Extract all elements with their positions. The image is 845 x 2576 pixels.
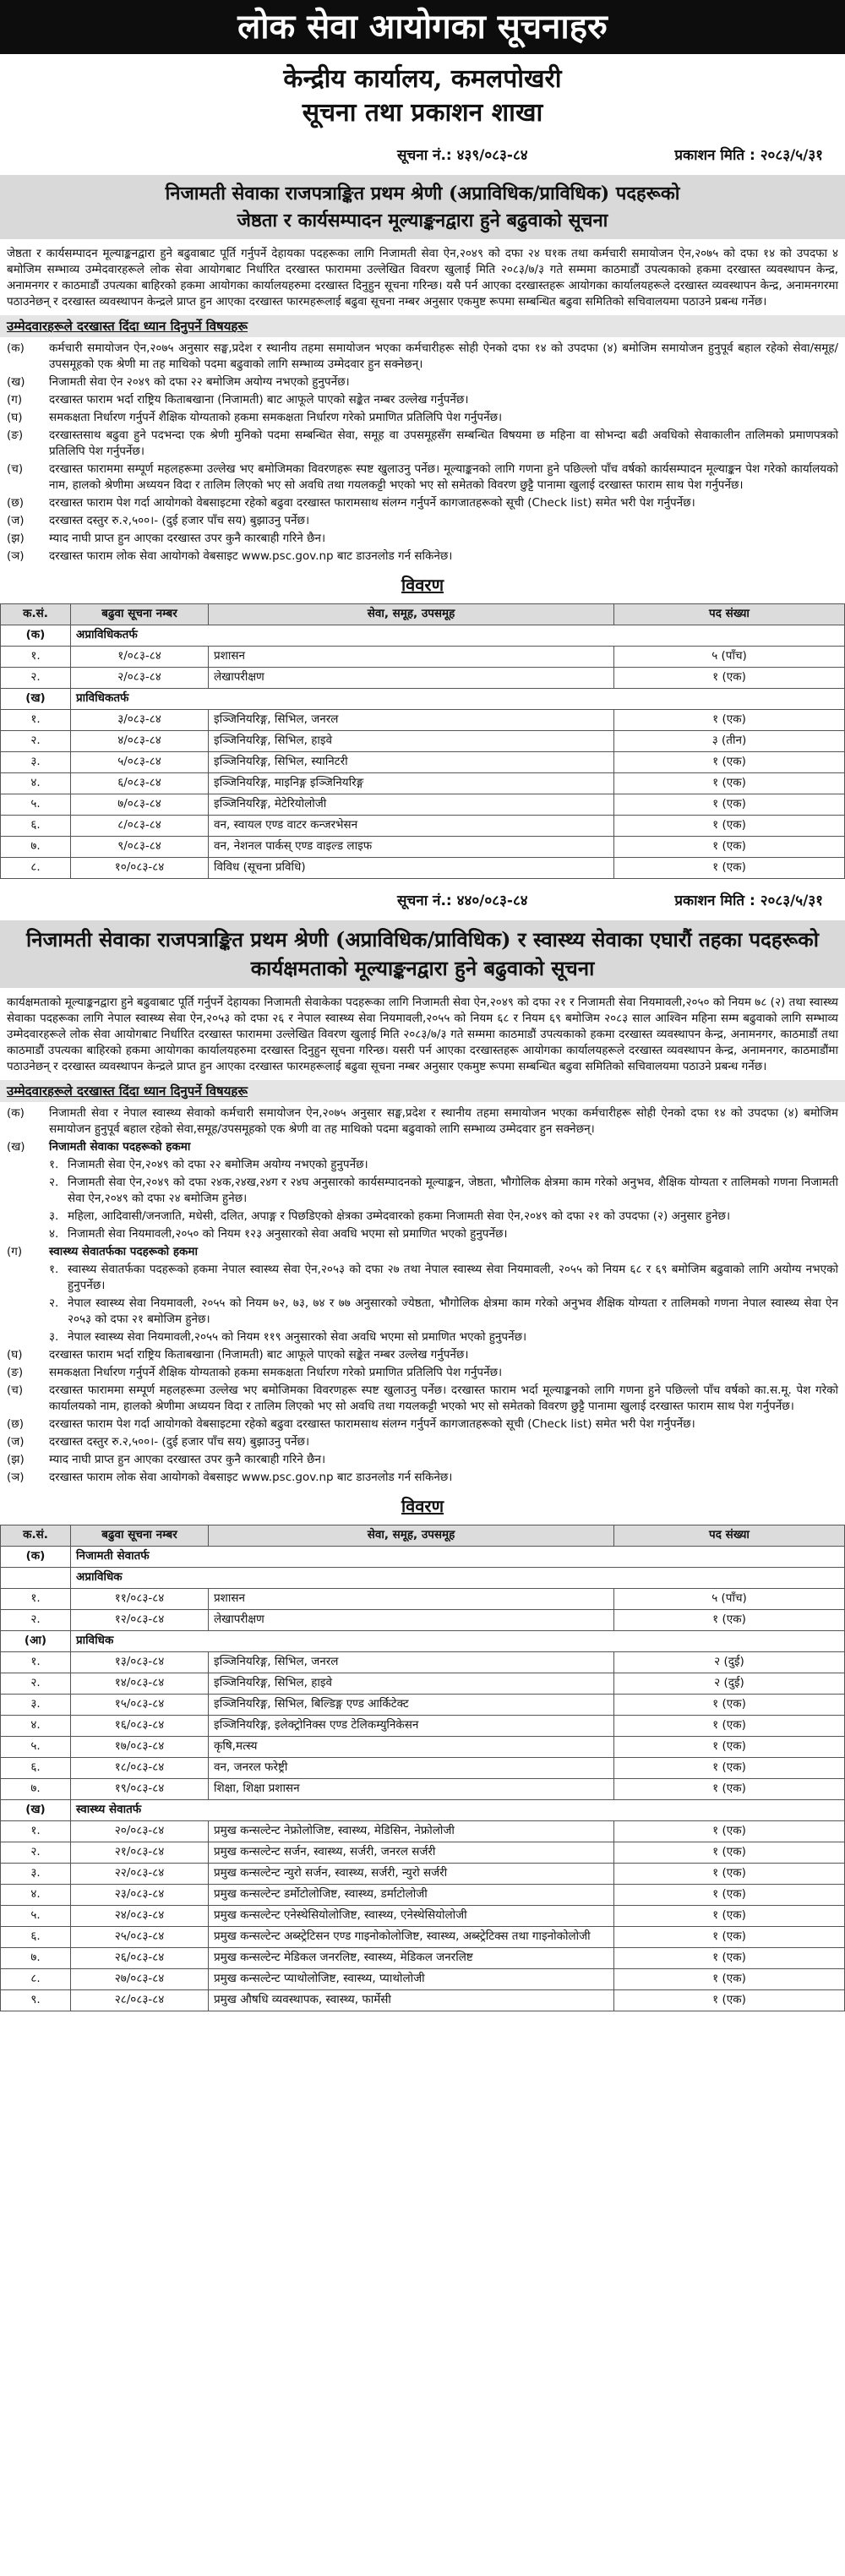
table-row [1, 815, 845, 836]
sub-rule-item [0, 1157, 845, 1173]
rule-item [0, 1139, 845, 1155]
rule-marker: (झ) [7, 1453, 25, 1467]
rule-item [0, 1347, 845, 1363]
rule-marker: (घ) [7, 1348, 23, 1362]
rules-heading: उम्मेदवारहरूले दरखास्त दिंदा ध्यान दिनुपर्ने विषयहरू [0, 315, 845, 337]
group-marker [1, 1567, 71, 1588]
rule-item [0, 1416, 845, 1433]
notice-intro: कार्यक्षमताको मूल्याङ्कनद्वारा हुने बढुवाबाट पूर्ति गर्नुपर्ने देहायका निजामती सेवाकेका पदहरूका लागि निजामती सेवा ऐन,२०४९ को दफा २१ र निजामती सेवा नियमावली,२०५० को नियम ७८ (२) तथा स्वास्थ्य सेवाका पदहरूका लागि नेपाल स्वास्थ्य सेवा ऐन,२०५३ को दफा २६ र नेपाल स्वास्थ्य सेवा नियमावली,२०५५ को नियम ६८ र नियम ६९ बमोजिम २०८३ साल आश्विन महिना सम्म बढुवाको लागि सम्भाव्य उम्मेदवारहरूले लोक सेवा आयोगबाट निर्धारित दरखास्त फाराममा उल्लेखित विवरण खुलाई मिति २०८३/७/३ गते सम्ममा काठमाडौं उपत्यकाको हकमा दरखास्त व्यवस्थापन केन्द्र, अनामनगर, काठमाडौं तथा काठमाडौं उपत्यका बाहिरको हकमा आयोगका कार्यालयहरुमा दरखास्त दिनुहुन सूचना गरिन्छ। यसरी पर्न आएका दरखास्तहरू आयोगका कार्यालयहरूले दरखास्त व्यवस्थापन केन्द्र, अनामनगर, काठमाडौंमा पठाउनेछन् र दरखास्त व्यवस्थापन केन्द्रले प्राप्त हुन आएका दरखास्त फारमहरूलाई बढुवा सूचना नम्बर अनुसार एकमुष्ट रूपमा सम्बन्धित बढुवा समितिको सचिवालयमा पठाउने प्रबन्ध गर्नेछ। [7, 996, 838, 1074]
column-header: पद संख्या [614, 603, 845, 625]
rule-text: दरखास्त फाराममा सम्पूर्ण महलहरूमा उल्लेख भए बमोजिमका विवरणहरू स्पष्ट खुलाउनु पर्नेछ। दरखास्त फाराम भर्दा मूल्याङ्कनको लागि गणना हुने पछिल्लो पाँच वर्षको का.स.मू. पेश गरेको कार्यालयको नाम, हालको श्रेणीमा अध्ययन विदा र तालिम लिएको भए सो अवधि तथा गयलकट्टी भएको भए सो समेतको विवरण छुट्टै पानामा खुलाई दरखास्त फाराम साथ पेश गर्नुपर्नेछ। [49, 1384, 838, 1414]
office-header [0, 63, 845, 130]
rule-text: स्वास्थ्य सेवातर्फका पदहरूको हकमा नेपाल स्वास्थ्य सेवा ऐन,२०५३ को दफा २७ तथा नेपाल स्वास्थ्य सेवा नियमावली, २०५५ को नियम ६८ र ६९ बमोजिम बढुवाको लागि अयोग्य नभएको हुनुपर्नेछ। [68, 1263, 838, 1293]
notice-code-cell: १/०८३-८४ [71, 646, 209, 667]
serial-cell: ५. [1, 794, 71, 815]
serial-cell: १. [1, 1820, 71, 1842]
quantity-cell: १ (एक) [614, 667, 845, 688]
quantity-cell: १ (एक) [614, 1968, 845, 1989]
banner-title: लोक सेवा आयोगका सूचनाहरु [237, 7, 608, 46]
notice-heading-line-2: कार्यक्षमताको मूल्याङ्कनद्वारा हुने बढुवाको सूचना [250, 956, 595, 981]
post-cell: इञ्जिनियरिङ्ग, सिभिल, हाइवे [209, 1673, 614, 1694]
quantity-cell: १ (एक) [614, 815, 845, 836]
rule-text: समकक्षता निर्धारण गर्नुपर्ने शैक्षिक योग्यताको हकमा समकक्षता निर्धारण गरेको प्रमाणित प्रतिलिपि पेश गर्नुपर्नेछ। [49, 1366, 503, 1380]
notice-heading [0, 920, 845, 988]
post-cell: इञ्जिनियरिङ्ग, इलेक्ट्रोनिक्स एण्ड टेलिकम्युनिकेसन [209, 1715, 614, 1736]
group-marker: (ख) [1, 1799, 71, 1820]
rule-marker: (ग) [7, 393, 23, 407]
quantity-cell: १ (एक) [614, 709, 845, 730]
group-label: प्राविधिकतर्फ [71, 688, 845, 709]
rule-marker: (ञ) [7, 1471, 25, 1485]
rule-marker: (झ) [7, 532, 25, 546]
post-cell: प्रशासन [209, 1588, 614, 1609]
rule-item [0, 1365, 845, 1381]
column-header: बढुवा सूचना नम्बर [71, 1525, 209, 1546]
serial-cell: ४. [1, 1715, 71, 1736]
quantity-cell: १ (एक) [614, 836, 845, 857]
rule-text: म्याद नाघी प्राप्त हुन आएका दरखास्त उपर कुनै कारबाही गरिने छैन। [49, 1453, 326, 1467]
serial-cell: ३. [1, 1863, 71, 1884]
post-cell: कृषि,मत्स्य [209, 1736, 614, 1757]
serial-cell: ७. [1, 836, 71, 857]
notice-code-cell: १६/०८३-८४ [71, 1715, 209, 1736]
table-header [1, 603, 845, 625]
details-heading: विवरण [401, 1496, 444, 1517]
notice-code-cell: २७/०८३-८४ [71, 1968, 209, 1989]
serial-cell: २. [1, 730, 71, 751]
rule-item [0, 495, 845, 511]
post-cell: प्रमुख कन्सल्टेन्ट डर्मोटोलोजिष्ट, स्वास्थ्य, डर्माटोलोजी [209, 1884, 614, 1905]
rule-item [0, 1470, 845, 1486]
notice-code-cell: २८/०८३-८४ [71, 1989, 209, 2011]
post-cell: विविध (सूचना प्रविधि) [209, 857, 614, 878]
quantity-cell: १ (एक) [614, 1926, 845, 1947]
rule-text: निजामती सेवा ऐन २०४९ को दफा २२ बमोजिम अयोग्य नभएको हुनुपर्नेछ। [49, 375, 350, 390]
notice-code-cell: २२/०८३-८४ [71, 1863, 209, 1884]
table-row [1, 751, 845, 772]
quantity-cell: २ (दुई) [614, 1651, 845, 1673]
sub-rule-item [0, 1262, 845, 1294]
posts-table [0, 603, 845, 879]
rules-heading: उम्मेदवारहरूले दरखास्त दिंदा ध्यान दिनुपर्ने विषयहरू [0, 1080, 845, 1102]
quantity-cell: १ (एक) [614, 1884, 845, 1905]
sub-rules-civil [0, 1157, 845, 1242]
table-row [1, 836, 845, 857]
notice-code-cell: ७/०८३-८४ [71, 794, 209, 815]
notice-code-cell: २१/०८३-८४ [71, 1842, 209, 1863]
notice-code-cell: ६/०८३-८४ [71, 772, 209, 794]
rule-text: निजामती सेवा र नेपाल स्वास्थ्य सेवाको कर्मचारी समायोजन ऐन,२०७५ अनुसार सङ्घ,प्रदेश र स्थानीय तहमा समायोजन भएका कर्मचारीहरू सोही ऐनको दफा १४ को उपदफा (४) बमोजिम समायोजन हुनुपूर्व बहाल रहेको सेवा,समूह/उपसमूहको एक श्रेणी वा तह माथिको पदमा बढुवाको लागि सम्भाव्य उम्मेदवार हुन सक्नेछन्। [49, 1106, 838, 1137]
serial-cell: ३. [1, 751, 71, 772]
rule-marker: (ख) [7, 1140, 25, 1154]
table-row [1, 1905, 845, 1926]
serial-cell: १. [1, 1588, 71, 1609]
quantity-cell: १ (एक) [614, 1778, 845, 1799]
quantity-cell: १ (एक) [614, 1820, 845, 1842]
rule-marker: (ञ) [7, 549, 25, 564]
serial-cell: २. [1, 667, 71, 688]
serial-cell: ३. [1, 1694, 71, 1715]
post-cell: इञ्जिनियरिङ्ग, सिभिल, स्यानिटरी [209, 751, 614, 772]
banner [0, 0, 845, 54]
rules-list [0, 1347, 845, 1486]
table-row [1, 1989, 845, 2011]
rule-marker: (घ) [7, 411, 23, 425]
post-cell: वन, जनरल फरेष्ट्री [209, 1757, 614, 1778]
serial-cell: २. [1, 1842, 71, 1863]
notice-code-cell: ९/०८३-८४ [71, 836, 209, 857]
post-cell: प्रमुख कन्सल्टेन्ट न्युरो सर्जन, स्वास्थ्य, सर्जरी, न्युरो सर्जरी [209, 1863, 614, 1884]
post-cell: इञ्जिनियरिङ्ग, सिभिल, जनरल [209, 709, 614, 730]
group-marker: (क) [1, 625, 71, 646]
quantity-cell: २ (दुई) [614, 1673, 845, 1694]
rule-text: म्याद नाघी प्राप्त हुन आएका दरखास्त उपर कुनै कारबाही गरिने छैन। [49, 532, 326, 546]
group-row [1, 688, 845, 709]
quantity-cell: १ (एक) [614, 1694, 845, 1715]
post-cell: शिक्षा, शिक्षा प्रशासन [209, 1778, 614, 1799]
group-marker: (ख) [1, 688, 71, 709]
serial-cell: ७. [1, 1947, 71, 1968]
notice-code-cell: १३/०८३-८४ [71, 1651, 209, 1673]
rule-marker: (क) [7, 341, 25, 356]
publish-date: प्रकाशन मिति : २०८३/५/३१ [674, 147, 823, 164]
rule-marker: ३. [49, 1330, 59, 1345]
table-row [1, 1694, 845, 1715]
quantity-cell: १ (एक) [614, 857, 845, 878]
table-row [1, 1968, 845, 1989]
rule-text: दरखास्त फाराम लोक सेवा आयोगको वेबसाइट www.psc.gov.np बाट डाउनलोड गर्न सकिनेछ। [49, 549, 453, 564]
rule-item [0, 548, 845, 565]
table-row [1, 1820, 845, 1842]
group-row [1, 1630, 845, 1651]
table-row [1, 1757, 845, 1778]
notice-code-cell: २५/०८३-८४ [71, 1926, 209, 1947]
column-header: सेवा, समूह, उपसमूह [209, 1525, 614, 1546]
table-row [1, 1673, 845, 1694]
rule-marker: (ख) [7, 375, 25, 390]
group-label: प्राविधिक [71, 1630, 845, 1651]
table-row [1, 1736, 845, 1757]
table-row [1, 646, 845, 667]
publish-date: प्रकाशन मिति : २०८३/५/३१ [674, 892, 823, 909]
notice-code-cell: १५/०८३-८४ [71, 1694, 209, 1715]
rule-marker: (क) [7, 1106, 25, 1121]
rule-text: निजामती सेवा ऐन,२०४९ को दफा २२ बमोजिम अयोग्य नभएको हुनुपर्नेछ। [68, 1158, 368, 1172]
rule-text: निजामती सेवाका पदहरूको हकमा [49, 1140, 191, 1154]
post-cell: प्रमुख औषधि व्यवस्थापक, स्वास्थ्य, फार्मेसी [209, 1989, 614, 2011]
quantity-cell: ५ (पाँच) [614, 646, 845, 667]
rule-text: नेपाल स्वास्थ्य सेवा नियमावली, २०५५ को नियम ७२, ७३, ७४ र ७७ अनुसारको ज्येष्ठता, भौगोलिक क्षेत्रमा काम गरेको अनुभव शैक्षिक योग्यता र तालिमको गणना नेपाल स्वास्थ्य सेवा ऐन २०५३ को दफा २१ बमोजिम हुनेछ। [68, 1296, 838, 1327]
rule-item [0, 1105, 845, 1138]
notice-code-cell: ४/०८३-८४ [71, 730, 209, 751]
table-row [1, 1884, 845, 1905]
quantity-cell: १ (एक) [614, 1989, 845, 2011]
rule-text: दरखास्त फाराम भर्दा राष्ट्रिय किताबखाना (निजामती) बाट आफूले पाएको सङ्केत नम्बर उल्लेख गर्नुपर्नेछ। [49, 1348, 469, 1362]
quantity-cell: ५ (पाँच) [614, 1588, 845, 1609]
column-header: सेवा, समूह, उपसमूह [209, 603, 614, 625]
rule-item [0, 1383, 845, 1415]
rule-item [0, 392, 845, 408]
table-row [1, 857, 845, 878]
notice-code-cell: ५/०८३-८४ [71, 751, 209, 772]
serial-cell: ४. [1, 1884, 71, 1905]
table-body [1, 1546, 845, 2011]
notice-code-cell: २३/०८३-८४ [71, 1884, 209, 1905]
notice-2 [0, 891, 845, 2011]
quantity-cell: १ (एक) [614, 794, 845, 815]
column-header: क.सं. [1, 603, 71, 625]
column-header: बढुवा सूचना नम्बर [71, 603, 209, 625]
notice-number: सूचना नं.: ४४०/०८३-८४ [397, 892, 528, 909]
post-cell: इञ्जिनियरिङ्ग, सिभिल, बिल्डिङ्ग एण्ड आर्किटेक्ट [209, 1694, 614, 1715]
notice-code-cell: १७/०८३-८४ [71, 1736, 209, 1757]
post-cell: इञ्जिनियरिङ्ग, मेटेरियोलोजी [209, 794, 614, 815]
post-cell: प्रमुख कन्सल्टेन्ट अब्स्ट्रेटिसन एण्ड गाइनोकोलोजिष्ट, स्वास्थ्य, अब्स्ट्रेटिक्स तथा गाइनोकोलोजी [209, 1926, 614, 1947]
details-heading: विवरण [401, 575, 444, 596]
table-row [1, 1947, 845, 1968]
serial-cell: १. [1, 1651, 71, 1673]
notice-code-cell: १०/०८३-८४ [71, 857, 209, 878]
rule-text: दरखास्त दस्तुर रु.२,५००।- (दुई हजार पाँच सय) बुझाउनु पर्नेछ। [49, 1435, 310, 1449]
rule-text: दरखास्त दस्तुर रु.२,५००।- (दुई हजार पाँच सय) बुझाउनु पर्नेछ। [49, 514, 310, 528]
table-row [1, 794, 845, 815]
sub-rule-item [0, 1329, 845, 1345]
rule-text: दरखास्त फाराममा सम्पूर्ण महलहरूमा उल्लेख भए बमोजिमका विवरणहरू स्पष्ट खुलाउनु पर्नेछ। मूल्याङ्कनको लागि गणना हुने पछिल्लो पाँच वर्षको कार्यसम्पादन मूल्याङ्कन पेश गरेको कार्यालयको नाम, हालको श्रेणीमा अध्ययन विदा र तालिम लिएको भए सो अवधि तथा गयलकट्टी भएको भए सो समेतको विवरण छुट्टै पानामा खुलाई दरखास्त फाराम साथ पेश गर्नुपर्नेछ। [49, 462, 838, 493]
table-row [1, 1778, 845, 1799]
rule-marker: (ङ) [7, 1366, 24, 1380]
quantity-cell: १ (एक) [614, 772, 845, 794]
serial-cell: ५. [1, 1905, 71, 1926]
serial-cell: ७. [1, 1778, 71, 1799]
table-row [1, 772, 845, 794]
post-cell: लेखापरीक्षण [209, 667, 614, 688]
quantity-cell: १ (एक) [614, 1609, 845, 1630]
rule-text: निजामती सेवा ऐन,२०४९ को दफा २४क,२४ख,२४ग र २४घ अनुसारको कार्यसम्पादनको मूल्याङ्कन, जेष्ठता, भौगोलिक क्षेत्रमा काम गरेको अनुभव, शैक्षिक योग्यता र तालिमको गणना निजामती सेवा ऐन,२०४९ को दफा २४ बमोजिम हुनेछ। [68, 1176, 838, 1206]
serial-cell: ८. [1, 857, 71, 878]
rule-text: महिला, आदिवासी/जनजाति, मधेसी, दलित, अपाङ्ग र पिछडिएको क्षेत्रका उम्मेदवारको हकमा निजामती सेवा ऐन,२०४९ को दफा २१ को उपदफा (२) अनुसार हुनेछ। [68, 1209, 731, 1224]
group-row [1, 1567, 845, 1588]
rule-text: स्वास्थ्य सेवातर्फका पदहरूको हकमा [49, 1245, 198, 1259]
table-header [1, 1525, 845, 1546]
table-row [1, 1842, 845, 1863]
serial-cell: १. [1, 646, 71, 667]
notice-heading-line-1: निजामती सेवाका राजपत्राङ्कित प्रथम श्रेणी (अप्राविधिक/प्राविधिक) पदहरूको [165, 183, 680, 205]
notice-code-cell: १९/०८३-८४ [71, 1778, 209, 1799]
group-label: स्वास्थ्य सेवातर्फ [71, 1799, 845, 1820]
table-row [1, 709, 845, 730]
notice-code-cell: ८/०८३-८४ [71, 815, 209, 836]
column-header: पद संख्या [614, 1525, 845, 1546]
serial-cell: ६. [1, 1926, 71, 1947]
group-row [1, 1546, 845, 1567]
notice-number: सूचना नं.: ४३९/०८३-८४ [397, 147, 528, 164]
rule-text: समकक्षता निर्धारण गर्नुपर्ने शैक्षिक योग्यताको हकमा समकक्षता निर्धारण गरेको प्रमाणित प्रतिलिपि पेश गर्नुपर्नेछ। [49, 411, 503, 425]
post-cell: वन, नेशनल पार्कस् एण्ड वाइल्ड लाइफ [209, 836, 614, 857]
rule-marker: (ग) [7, 1245, 23, 1259]
table-row [1, 667, 845, 688]
rule-marker: (छ) [7, 1417, 24, 1432]
quantity-cell: १ (एक) [614, 1715, 845, 1736]
notice-code-cell: २०/०८३-८४ [71, 1820, 209, 1842]
table-row [1, 730, 845, 751]
group-label: अप्राविधिक [71, 1567, 845, 1588]
rule-marker: (ङ) [7, 428, 24, 443]
posts-table [0, 1525, 845, 2011]
serial-cell: ९. [1, 1989, 71, 2011]
notice-code-cell: ३/०८३-८४ [71, 709, 209, 730]
table-row [1, 1651, 845, 1673]
rule-item [0, 1452, 845, 1468]
rule-item [0, 1244, 845, 1260]
serial-cell: २. [1, 1673, 71, 1694]
quantity-cell: १ (एक) [614, 751, 845, 772]
serial-cell: ६. [1, 1757, 71, 1778]
quantity-cell: १ (एक) [614, 1757, 845, 1778]
table-row [1, 1588, 845, 1609]
quantity-cell: १ (एक) [614, 1947, 845, 1968]
rule-marker: २. [49, 1296, 59, 1311]
rule-marker: (ज) [7, 514, 25, 528]
rule-text: दरखास्त फाराम पेश गर्दा आयोगको वेबसाइटमा रहेको बढुवा दरखास्त फारामसाथ संलग्न गर्नुपर्ने कागजातहरूको सूची (Check list) समेत भरी पेश गर्नुपर्नेछ। [49, 1417, 695, 1432]
branch-line: सूचना तथा प्रकाशन शाखा [302, 98, 543, 128]
notice-code-cell: २६/०८३-८४ [71, 1947, 209, 1968]
rule-marker: (ज) [7, 1435, 25, 1449]
serial-cell: २. [1, 1609, 71, 1630]
rule-text: दरखास्तसाथ बढुवा हुने पदभन्दा एक श्रेणी मुनिको पदमा सम्बन्धित सेवा, समूह वा उपसमूहसँग सम्बन्धित विषयमा छ महिना वा सोभन्दा बढी अवधिको सेवाकालीन तालिमको प्रमाणपत्रको प्रतिलिपि पेश गर्नुपर्नेछ। [49, 428, 838, 459]
post-cell: प्रमुख कन्सल्टेन्ट मेडिकल जनरलिष्ट, स्वास्थ्य, मेडिकल जनरलिष्ट [209, 1947, 614, 1968]
rule-text: दरखास्त फाराम लोक सेवा आयोगको वेबसाइट www.psc.gov.np बाट डाउनलोड गर्न सकिनेछ। [49, 1471, 453, 1485]
group-marker: (आ) [1, 1630, 71, 1651]
quantity-cell: १ (एक) [614, 1863, 845, 1884]
notice-code-cell: १८/०८३-८४ [71, 1757, 209, 1778]
sub-rule-item [0, 1226, 845, 1242]
rule-text: दरखास्त फाराम भर्दा राष्ट्रिय किताबखाना (निजामती) बाट आफूले पाएको सङ्केत नम्बर उल्लेख गर्नुपर्नेछ। [49, 393, 469, 407]
quantity-cell: ३ (तीन) [614, 730, 845, 751]
rule-marker: ४. [49, 1227, 59, 1242]
notice-code-cell: २४/०८३-८४ [71, 1905, 209, 1926]
rule-marker: (छ) [7, 496, 24, 510]
quantity-cell: १ (एक) [614, 1905, 845, 1926]
rule-item [0, 513, 845, 529]
table-row [1, 1863, 845, 1884]
serial-cell: ४. [1, 772, 71, 794]
rule-text: दरखास्त फाराम पेश गर्दा आयोगको वेबसाइटमा रहेको बढुवा दरखास्त फारामसाथ संलग्न गर्नुपर्ने कागजातहरूको सूची (Check list) समेत भरी पेश गर्नुपर्नेछ। [49, 496, 695, 510]
rule-marker: १. [49, 1263, 59, 1277]
group-row [1, 1799, 845, 1820]
sub-rule-item [0, 1296, 845, 1328]
rules-list [0, 341, 845, 565]
post-cell: प्रमुख कन्सल्टेन्ट प्याथोलोजिष्ट, स्वास्थ्य, प्याथोलोजी [209, 1968, 614, 1989]
notice-1 [0, 145, 845, 879]
rule-item [0, 531, 845, 547]
rule-item [0, 410, 845, 426]
rule-item [0, 1434, 845, 1450]
serial-cell: ६. [1, 815, 71, 836]
serial-cell: ५. [1, 1736, 71, 1757]
notice-code-cell: ११/०८३-८४ [71, 1588, 209, 1609]
rule-marker: २. [49, 1176, 59, 1190]
table-row [1, 1926, 845, 1947]
post-cell: प्रमुख कन्सल्टेन्ट एनेस्थेसियोलोजिष्ट, स्वास्थ्य, एनेस्थेसियोलोजी [209, 1905, 614, 1926]
group-row [1, 625, 845, 646]
post-cell: इञ्जिनियरिङ्ग, सिभिल, हाइवे [209, 730, 614, 751]
rule-marker: (च) [7, 462, 24, 477]
rule-item [0, 341, 845, 373]
group-label: निजामती सेवातर्फ [71, 1546, 845, 1567]
sub-rule-item [0, 1209, 845, 1225]
rule-text: नेपाल स्वास्थ्य सेवा नियमावली,२०५५ को नियम ११९ अनुसारको सेवा अवधि भएमा सो प्रमाणित भएको हुनुपर्नेछ। [68, 1330, 527, 1345]
post-cell: प्रशासन [209, 646, 614, 667]
rule-marker: (च) [7, 1384, 24, 1398]
rule-text: निजामती सेवा नियमावली,२०५० को नियम १२३ अनुसारको सेवा अवधि भएमा सो प्रमाणित भएको हुनुपर्नेछ। [68, 1227, 508, 1242]
notice-heading-line-1: निजामती सेवाका राजपत्राङ्कित प्रथम श्रेणी (अप्राविधिक/प्राविधिक) र स्वास्थ्य सेवाका एघारौं तहका पदहरूको [26, 927, 819, 952]
notice-intro: जेष्ठता र कार्यसम्पादन मूल्याङ्कनद्वारा हुने बढुवाबाट पूर्ति गर्नुपर्ने देहायका पदहरूका लागि निजामती सेवा ऐन,२०४९ को दफा २४ घ१क तथा कर्मचारी समायोजन ऐन,२०७५ को दफा १४ को उपदफा ४ बमोजिम सम्भाव्य उम्मेदवारहरूले लोक सेवा आयोगबाट निर्धारित दरखास्त फाराममा उल्लेखित विवरण खुलाई मिति २०८३/७/३ गते सम्ममा काठमाडौं उपत्यकाको हकमा दरखास्त व्यवस्थापन केन्द्र, अनामनगर र काठमाडौं उपत्यका बाहिरको हकमा आयोगका कार्यालयहरुमा दरखास्त दिनुहुन सूचना गरिन्छ। यसै पर्न आएका दरखास्तहरू आयोगका कार्यालयहरूले दरखास्त व्यवस्थापन केन्द्र, अनामनगरमा पठाउनेछन् र दरखास्त व्यवस्थापन केन्द्रले प्राप्त हुन आएका दरखास्त फारमहरूलाई बढुवा सूचना नम्बर अनुसार एकमुष्ट रूपमा सम्बन्धित बढुवा समितिको सचिवालयमा पठाउने प्रबन्ध गर्नेछ। [7, 247, 838, 309]
notice-heading [0, 175, 845, 239]
post-cell: प्रमुख कन्सल्टेन्ट नेफ्रोलोजिष्ट, स्वास्थ्य, मेडिसिन, नेफ्रोलोजी [209, 1820, 614, 1842]
quantity-cell: १ (एक) [614, 1736, 845, 1757]
rule-item [0, 374, 845, 390]
serial-cell: ८. [1, 1968, 71, 1989]
table-row [1, 1715, 845, 1736]
notice-code-cell: १२/०८३-८४ [71, 1609, 209, 1630]
rule-item [0, 461, 845, 494]
notice-code-cell: २/०८३-८४ [71, 667, 209, 688]
office-line: केन्द्रीय कार्यालय, कमलपोखरी [283, 64, 562, 94]
post-cell: वन, स्वायल एण्ड वाटर कन्जरभेसन [209, 815, 614, 836]
table-body [1, 625, 845, 878]
column-header: क.सं. [1, 1525, 71, 1546]
rule-marker: १. [49, 1158, 59, 1172]
post-cell: लेखापरीक्षण [209, 1609, 614, 1630]
group-label: अप्राविधिकतर्फ [71, 625, 845, 646]
quantity-cell: १ (एक) [614, 1842, 845, 1863]
post-cell: इञ्जिनियरिङ्ग, सिभिल, जनरल [209, 1651, 614, 1673]
notice-heading-line-2: जेष्ठता र कार्यसम्पादन मूल्याङ्कनद्वारा हुने बढुवाको सूचना [237, 210, 608, 232]
table-row [1, 1609, 845, 1630]
sub-rule-item [0, 1175, 845, 1207]
serial-cell: १. [1, 709, 71, 730]
group-marker: (क) [1, 1546, 71, 1567]
rule-text: कर्मचारी समायोजन ऐन,२०७५ अनुसार सङ्घ,प्रदेश र स्थानीय तहमा समायोजन भएका कर्मचारीहरू सोही ऐनको दफा १४ को उपदफा (४) बमोजिम समायोजन हुनुपूर्व बहाल रहेको सेवा/समूह/उपसमूहको एक श्रेणी मा तह माथिको पदमा बढुवाको लागि सम्भाव्य उम्मेदवार हुन सक्नेछन्। [49, 341, 838, 372]
sub-rules-health [0, 1262, 845, 1345]
rule-marker: ३. [49, 1209, 59, 1224]
post-cell: प्रमुख कन्सल्टेन्ट सर्जन, स्वास्थ्य, सर्जरी, जनरल सर्जरी [209, 1842, 614, 1863]
post-cell: इञ्जिनियरिङ्ग, माइनिङ्ग इञ्जिनियरिङ्ग [209, 772, 614, 794]
notice-code-cell: १४/०८३-८४ [71, 1673, 209, 1694]
rule-item [0, 428, 845, 460]
